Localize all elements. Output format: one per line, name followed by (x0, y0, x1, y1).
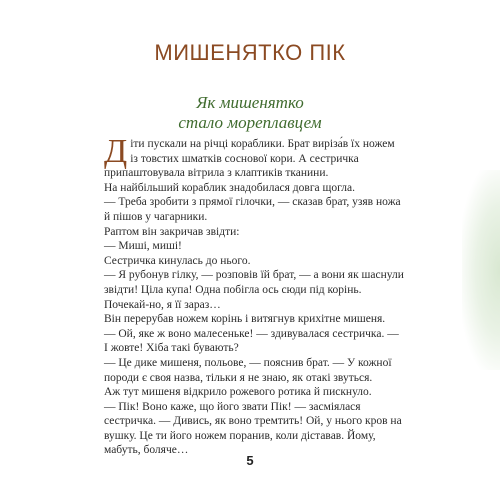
paragraph-3: Раптом він закричав звідти: — Миші, миші! (104, 225, 240, 253)
paragraph-2: На найбільший кораблик знадобилася довга щогла. — Треба зробити з прямої гілочки, — сказав брат, узяв ножа й пішов у чагарники. (104, 181, 401, 223)
page-number: 5 (246, 453, 254, 468)
paragraph-5: Він перерубав ножем корінь і витягнув крихітне мишеня. — Ой, яке ж воно малесеньке! — здивувалася сестричка. — І жовте! Хіба такі бувають? — Це дике мишеня, польове, — пояснив брат. — У кожної породи є своя назва, тільки я не знаю, як отакі звуться. (104, 313, 399, 384)
chapter-title-line-1: Як мишенятко (196, 93, 304, 112)
chapter-title-line-2: стало мореплавцем (178, 113, 322, 132)
leaf-decoration (462, 170, 500, 370)
paragraph-4: Сестричка кинулась до нього. — Я рубонув гілку, — розповів їй брат, — а вони як шаснули звідти! Ціла купа! Одна побігла ось сюди під корінь. Почекай-но, я її зараз… (104, 254, 404, 311)
paragraph-1 (104, 133, 404, 181)
book-title: МИШЕНЯТКО ПІК (154, 40, 346, 65)
drop-cap: Д (104, 133, 128, 170)
paragraph-1-text: іти пускали на річці кораблики. Брат виріза́в їх ножем із товстих шматків соснової кори. А сестричка припаштовувала вітрила з клаптиків тканини. (104, 138, 395, 180)
chapter-title (0, 93, 500, 133)
story-text (104, 133, 404, 458)
paragraph-6: Аж тут мишеня відкрило рожевого ротика й пискнуло. — Пік! Воно каже, що його звати Пік! — засміялася сестричка. — Дивись, як воно тремтить! Ой, у нього кров на вушку. Це ти його ножем поранив, коли діставав. Йому, мабуть, боляче… (104, 386, 402, 457)
